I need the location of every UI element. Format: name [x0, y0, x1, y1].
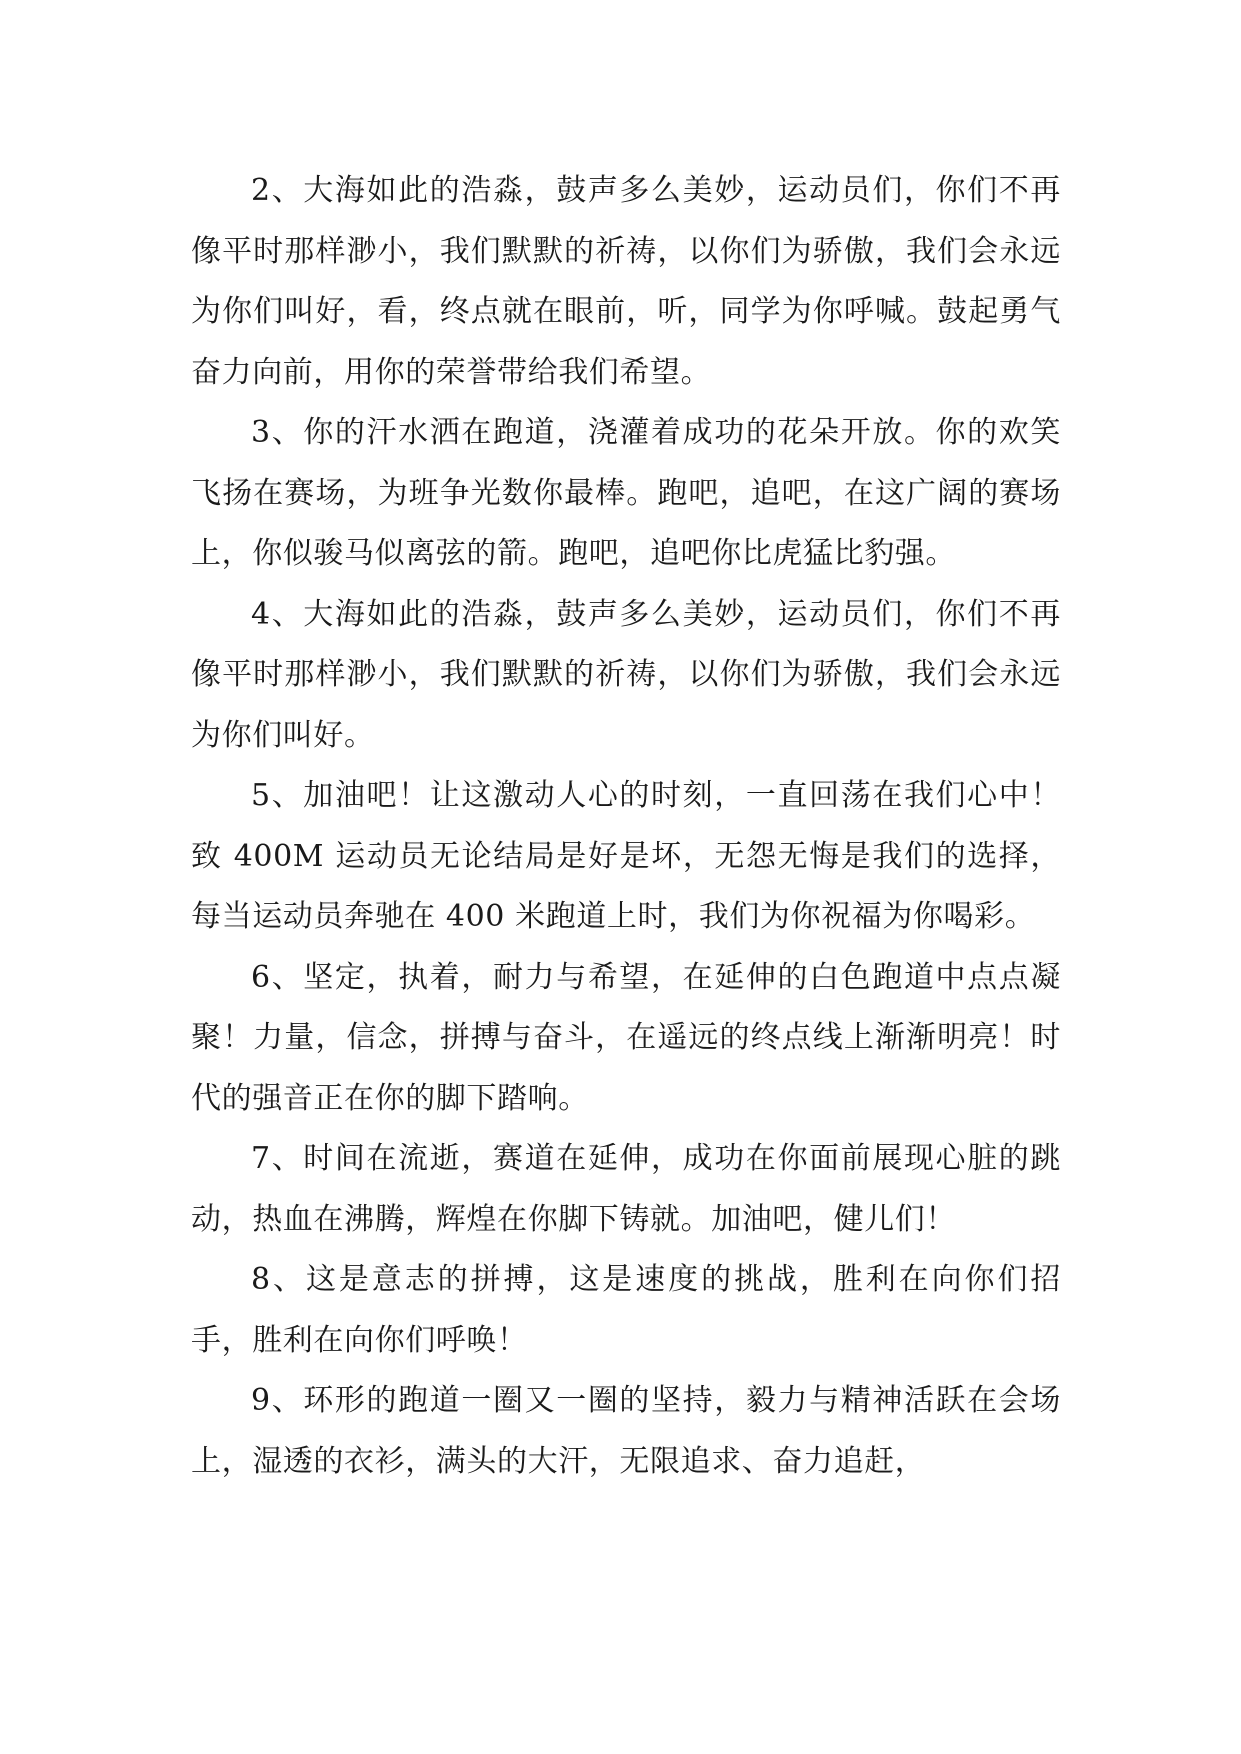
paragraph-7: 7、时间在流逝，赛道在延伸，成功在你面前展现心脏的跳动，热血在沸腾，辉煌在你脚下铸就。加油吧，健儿们！	[191, 1141, 1061, 1237]
paragraph-9: 9、环形的跑道一圈又一圈的坚持，毅力与精神活跃在会场上，湿透的衣衫，满头的大汗，无限追求、奋力追赶，	[191, 1383, 1061, 1479]
paragraph-8: 8、这是意志的拼搏，这是速度的挑战，胜利在向你们招手，胜利在向你们呼唤！	[191, 1262, 1061, 1358]
document-body	[191, 161, 1061, 1492]
paragraph-5: 5、加油吧！让这激动人心的时刻，一直回荡在我们心中！致 400M 运动员无论结局是好是坏，无怨无悔是我们的选择，每当运动员奔驰在 400 米跑道上时，我们为你祝福为你喝彩。	[191, 778, 1061, 934]
paragraph-6: 6、坚定，执着，耐力与希望，在延伸的白色跑道中点点凝聚！力量，信念，拼搏与奋斗，在遥远的终点线上渐渐明亮！时代的强音正在你的脚下踏响。	[191, 959, 1061, 1116]
paragraph-2: 2、大海如此的浩淼，鼓声多么美妙，运动员们，你们不再像平时那样渺小，我们默默的祈祷，以你们为骄傲，我们会永远为你们叫好，看，终点就在眼前，听，同学为你呼喊。鼓起勇气奋力向前，用你的荣誉带给我们希望。	[191, 173, 1061, 390]
paragraph-4: 4、大海如此的浩淼，鼓声多么美妙，运动员们，你们不再像平时那样渺小，我们默默的祈祷，以你们为骄傲，我们会永远为你们叫好。	[191, 596, 1061, 753]
paragraph-3: 3、你的汗水洒在跑道，浇灌着成功的花朵开放。你的欢笑飞扬在赛场，为班争光数你最棒。跑吧，追吧，在这广阔的赛场上，你似骏马似离弦的箭。跑吧，追吧你比虎猛比豹强。	[191, 415, 1061, 571]
